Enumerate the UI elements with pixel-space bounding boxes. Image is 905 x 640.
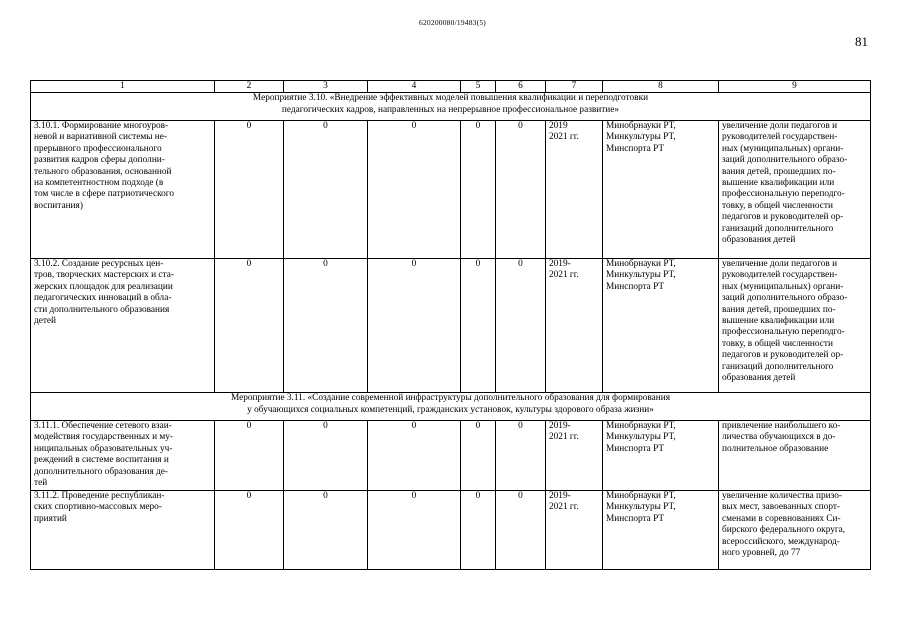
col-header-3: 3 bbox=[284, 81, 368, 93]
value-cell: 0 bbox=[496, 421, 546, 491]
section-row bbox=[31, 393, 871, 421]
value-cell: 0 bbox=[461, 491, 496, 570]
table-row bbox=[31, 421, 871, 491]
value-cell: 0 bbox=[496, 491, 546, 570]
col-header-7: 7 bbox=[546, 81, 603, 93]
col-header-5: 5 bbox=[461, 81, 496, 93]
executors-cell: Минобрнауки РТ, Минкультуры РТ, Минспорта РТ bbox=[603, 121, 719, 259]
value-cell: 0 bbox=[461, 259, 496, 393]
value-cell: 0 bbox=[368, 491, 461, 570]
value-cell: 0 bbox=[215, 421, 284, 491]
page-number: 81 bbox=[855, 34, 868, 49]
executors-cell: Минобрнауки РТ, Минкультуры РТ, Минспорта РТ bbox=[603, 421, 719, 491]
measure-name: 3.11.1. Обеспечение сетевого взаи- модействия государственных и му- ниципальных образовательных уч- реждений в системе воспитания и дополнительного образования де- тей bbox=[31, 421, 215, 491]
period-cell: 2019- 2021 гг. bbox=[546, 421, 603, 491]
executors-cell: Минобрнауки РТ, Минкультуры РТ, Минспорта РТ bbox=[603, 259, 719, 393]
measure-name: 3.11.2. Проведение республикан- ских спортивно-массовых меро- приятий bbox=[31, 491, 215, 570]
col-header-6: 6 bbox=[496, 81, 546, 93]
value-cell: 0 bbox=[215, 121, 284, 259]
value-cell: 0 bbox=[368, 121, 461, 259]
value-cell: 0 bbox=[284, 421, 368, 491]
col-header-1: 1 bbox=[31, 81, 215, 93]
value-cell: 0 bbox=[368, 259, 461, 393]
table-row bbox=[31, 121, 871, 259]
value-cell: 0 bbox=[215, 259, 284, 393]
value-cell: 0 bbox=[461, 121, 496, 259]
section-row bbox=[31, 93, 871, 121]
table-row bbox=[31, 491, 871, 570]
executors-cell: Минобрнауки РТ, Минкультуры РТ, Минспорта РТ bbox=[603, 491, 719, 570]
col-header-4: 4 bbox=[368, 81, 461, 93]
table-row bbox=[31, 259, 871, 393]
value-cell: 0 bbox=[496, 121, 546, 259]
result-cell: увеличение доли педагогов и руководителей государствен- ных (муниципальных) органи- заций дополнительного образо- вания детей, прошедших по- вышение квалификации или профессиональную переподго- товку, в общей численности педагогов и руководителей ор- ганизаций дополнительного образования детей bbox=[719, 121, 871, 259]
section-title: Мероприятие 3.11. «Создание современной инфраструктуры дополнительного образования для формирования у обучающихся социальных компетенций, гражданских установок, культуры здорового образа жизни» bbox=[31, 393, 871, 421]
document-id: 620200080/19483(5) bbox=[419, 18, 486, 27]
period-cell: 2019 2021 гг. bbox=[546, 121, 603, 259]
value-cell: 0 bbox=[215, 491, 284, 570]
period-cell: 2019- 2021 гг. bbox=[546, 491, 603, 570]
value-cell: 0 bbox=[461, 421, 496, 491]
result-cell: увеличение доли педагогов и руководителей государствен- ных (муниципальных) органи- заций дополнительного образо- вания детей, прошедших по- вышение квалификации или профессиональную переподго- товку, в общей численности педагогов и руководителей ор- ганизаций дополнительного образования детей bbox=[719, 259, 871, 393]
col-header-9: 9 bbox=[719, 81, 871, 93]
result-cell: увеличение количества призо- вых мест, завоеванных спорт- сменами в соревнованиях Си- бирского федерального округа, всероссийского, международ- ного уровней, до 77 bbox=[719, 491, 871, 570]
period-cell: 2019- 2021 гг. bbox=[546, 259, 603, 393]
plan-table bbox=[30, 80, 871, 570]
value-cell: 0 bbox=[284, 491, 368, 570]
section-title: Мероприятие 3.10. «Внедрение эффективных моделей повышения квалификации и переподготовки педагогических кадров, направленных на непрерывное профессиональное развитие» bbox=[31, 93, 871, 121]
value-cell: 0 bbox=[496, 259, 546, 393]
measure-name: 3.10.2. Создание ресурсных цен- тров, творческих мастерских и ста- жерских площадок для реализации педагогических инноваций в обла- сти дополнительного образования детей bbox=[31, 259, 215, 393]
value-cell: 0 bbox=[368, 421, 461, 491]
result-cell: привлечение наибольшего ко- личества обучающихся в до- полнительное образование bbox=[719, 421, 871, 491]
column-number-row bbox=[31, 81, 871, 93]
col-header-8: 8 bbox=[603, 81, 719, 93]
value-cell: 0 bbox=[284, 259, 368, 393]
col-header-2: 2 bbox=[215, 81, 284, 93]
measure-name: 3.10.1. Формирование многоуров- невой и вариативной системы не- прерывного профессионального развития кадров сферы дополни- тельного образования, основанной на компетентностном подходе (в том числе в сфере патриотического воспитания) bbox=[31, 121, 215, 259]
value-cell: 0 bbox=[284, 121, 368, 259]
